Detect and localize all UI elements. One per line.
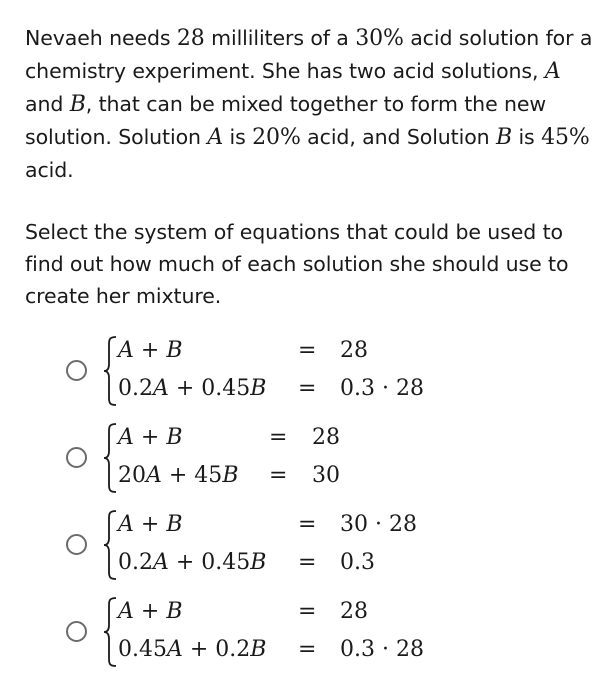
- left-brace-icon: [102, 334, 118, 408]
- equals-sign: =: [269, 425, 288, 450]
- equals-sign: =: [298, 376, 317, 401]
- equation-rhs: 28: [340, 599, 368, 624]
- math-variable: B: [166, 425, 183, 450]
- math-variable: B: [250, 376, 267, 401]
- radio-button[interactable]: [66, 534, 87, 555]
- math-variable: B: [250, 550, 267, 575]
- equation-lhs: A + B: [118, 425, 183, 450]
- equals-sign: =: [298, 338, 317, 363]
- left-brace-icon: [102, 595, 118, 669]
- instructions: Select the system of equations that could be used to find out how much of each solution she should use to create her mixture.: [25, 220, 569, 308]
- text-run: and: [25, 92, 70, 116]
- equation-rhs: 0.3 · 28: [340, 637, 424, 662]
- text-run: acid solution for a chemistry experiment. She has two acid solutions,: [25, 26, 593, 83]
- equation-lhs: 0.2A + 0.45B: [118, 376, 267, 401]
- math-inline: 30%: [355, 26, 404, 51]
- equals-sign: =: [298, 637, 317, 662]
- equation-rhs: 0.3 · 28: [340, 376, 424, 401]
- option-b[interactable]: [66, 421, 486, 501]
- text-run: acid, and Solution: [300, 125, 496, 149]
- problem-text: [25, 22, 600, 312]
- left-brace-icon: [102, 421, 118, 495]
- math-variable: A: [146, 463, 162, 488]
- left-brace-icon: [102, 508, 118, 582]
- equals-sign: =: [269, 463, 288, 488]
- equation-lhs: A + B: [118, 599, 183, 624]
- text-run: acid.: [25, 158, 74, 182]
- math-inline: B: [69, 92, 86, 117]
- math-variable: B: [166, 512, 183, 537]
- equation-lhs: A + B: [118, 512, 183, 537]
- math-variable: A: [118, 599, 134, 624]
- math-inline: 45%: [541, 125, 590, 150]
- option-d[interactable]: [66, 595, 486, 675]
- equals-sign: =: [298, 512, 317, 537]
- equation-rhs: 30 · 28: [340, 512, 417, 537]
- text-run: is: [512, 125, 542, 149]
- math-inline: B: [495, 125, 513, 150]
- problem-statement: [25, 22, 600, 186]
- math-inline: A: [544, 59, 561, 84]
- equation-lhs: 0.45A + 0.2B: [118, 637, 267, 662]
- equation-rhs: 0.3: [340, 550, 375, 575]
- equation-lhs: A + B: [118, 338, 183, 363]
- math-variable: B: [166, 599, 183, 624]
- equation-rhs: 28: [340, 338, 368, 363]
- text-run: Nevaeh needs: [25, 26, 177, 50]
- math-inline: 28: [176, 26, 205, 51]
- math-variable: B: [166, 338, 183, 363]
- math-variable: A: [118, 425, 134, 450]
- math-variable: A: [153, 550, 169, 575]
- equals-sign: =: [298, 550, 317, 575]
- math-inline: 20%: [252, 125, 301, 150]
- radio-button[interactable]: [66, 621, 87, 642]
- equation-rhs: 28: [312, 425, 340, 450]
- equation-rhs: 30: [312, 463, 340, 488]
- option-a[interactable]: [66, 334, 486, 414]
- math-variable: A: [118, 512, 134, 537]
- text-run: is: [223, 125, 253, 149]
- math-variable: A: [166, 637, 183, 662]
- equation-lhs: 0.2A + 0.45B: [118, 550, 267, 575]
- equals-sign: =: [298, 599, 317, 624]
- math-variable: B: [222, 463, 239, 488]
- math-inline: A: [207, 125, 224, 150]
- math-variable: A: [118, 338, 134, 363]
- radio-button[interactable]: [66, 447, 87, 468]
- equation-lhs: 20A + 45B: [118, 463, 239, 488]
- option-c[interactable]: [66, 508, 486, 588]
- text-run: milliliters of a: [204, 26, 356, 50]
- text-run: , that can be mixed together to form the new solution. Solution: [25, 92, 547, 149]
- math-variable: B: [250, 637, 267, 662]
- math-variable: A: [153, 376, 169, 401]
- radio-button[interactable]: [66, 360, 87, 381]
